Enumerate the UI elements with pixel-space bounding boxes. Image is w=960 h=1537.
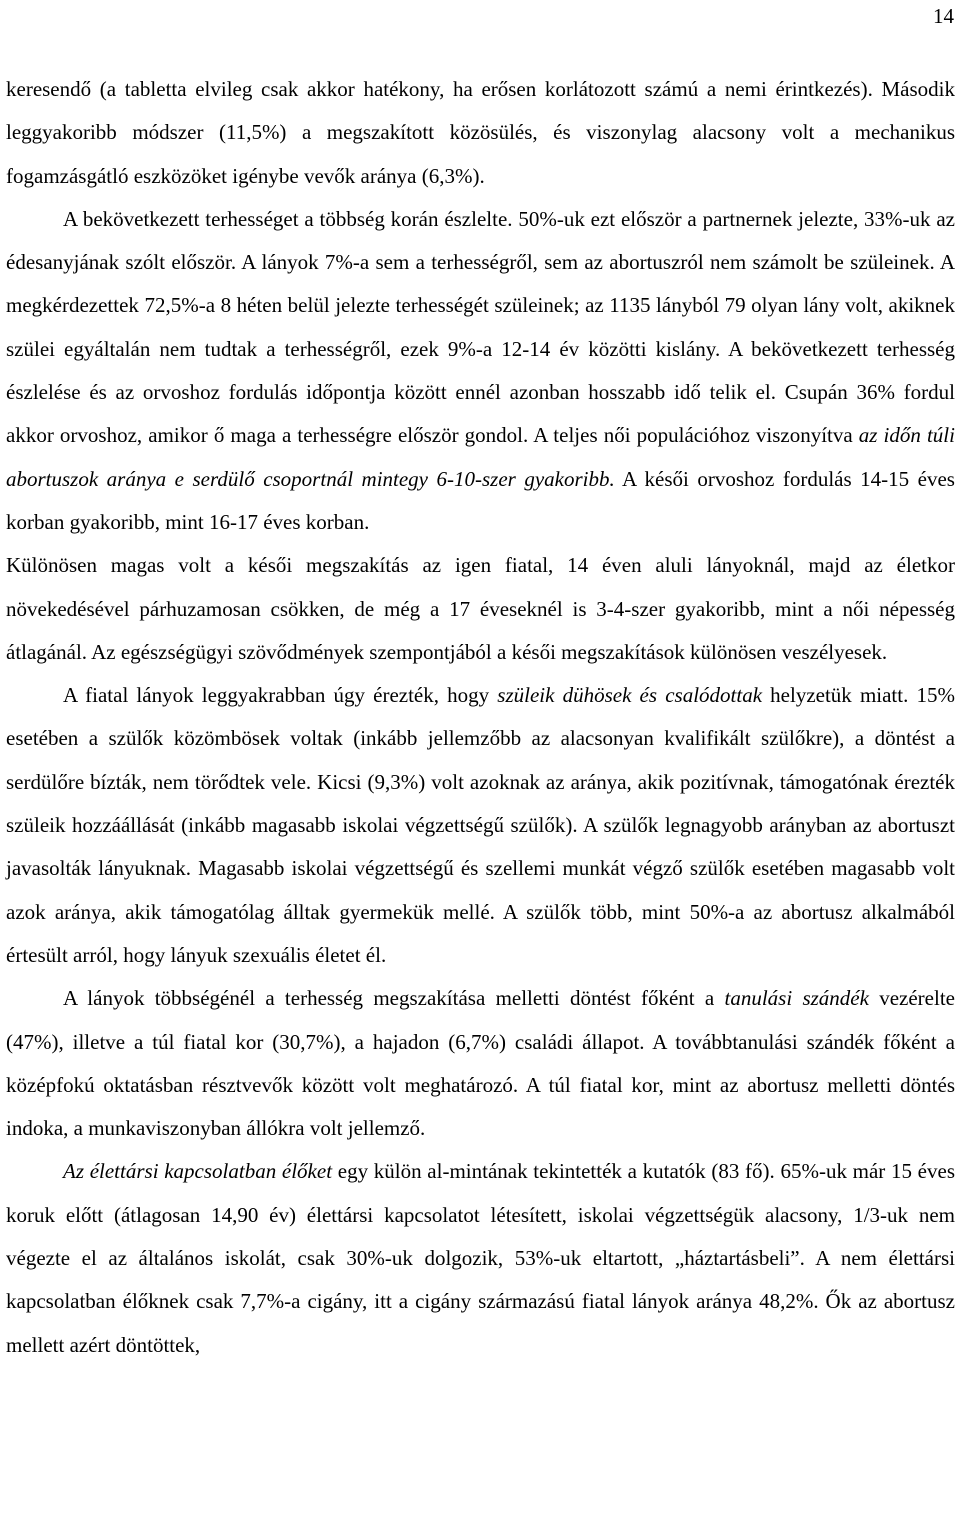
paragraph-1 [6,68,955,198]
text-run: vezérelte (47%), illetve a túl fiatal kor (30,7%), a hajadon (6,7%) családi állapot. A továbbtanulási szándék főként a középfokú oktatásban résztvevők között volt meghatározó. A túl fiatal kor, mint az abortusz melletti döntés indoka, a munkaviszonyban állókra volt jellemző. [6,986,955,1141]
text-run: A bekövetkezett terhességet a többség korán észlelte. 50%-uk ezt először a partnernek jelezte, 33%-uk az édesanyjának szólt először. A lányok 7%-a sem a terhességről, sem az abortuszról nem számolt be szüleinek. A megkérdezettek 72,5%-a 8 héten belül jelezte terhességét szüleinek; az 1135 lányból 79 olyan lány volt, akiknek szülei egyáltalán nem tudtak a terhességről, ezek 9%-a 12-14 év közötti kislány. A bekövetkezett terhesség észlelése és az orvoshoz fordulás időpontja között ennél azonban hosszabb idő telik el. Csupán 36% fordul akkor orvoshoz, amikor ő maga a terhességre először gondol. A teljes női populációhoz viszonyítva [6,206,955,448]
italic-text-run: tanulási szándék [724,986,869,1011]
paragraph-5 [6,977,955,1150]
text-run: A fiatal lányok leggyakrabban úgy érezték, hogy [63,683,498,708]
paragraph-6 [6,1150,955,1366]
text-run: helyzetük miatt. 15% esetében a szülők közömbösek voltak (inkább jellemzőbb az alacsonyan kvalifikált szülőkre), a döntést a serdülőre bízták, nem törődtek vele. Kicsi (9,3%) volt azoknak az aránya, akik pozitívnak, támogatónak érezték szüleik hozzáállását (inkább magasabb iskolai végzettségű szülők). A szülők legnagyobb arányban az abortuszt javasolták lányuknak. Magasabb iskolai végzettségű és szellemi munkát végző szülők esetében magasabb volt azok aránya, akik támogatólag álltak gyermekük mellé. A szülők több, mint 50%-a az abortusz alkalmából értesült arról, hogy lányuk szexuális életet él. [6,683,955,967]
paragraph-4 [6,674,955,977]
italic-text-run: Az élettársi kapcsolatban élőket [63,1159,333,1184]
text-run: A lányok többségénél a terhesség megszakítása melletti döntést főként a [63,986,725,1011]
page-body [6,68,955,1367]
page-number: 14 [933,4,954,28]
text-run: Különösen magas volt a késői megszakítás az igen fiatal, 14 éven aluli lányoknál, majd az életkor növekedésével párhuzamosan csökken, de még a 17 éveseknél is 3-4-szer gyakoribb, mint a női népesség átlagánál. Az egészségügyi szövődmények szempontjából a késői megszakítások különösen veszélyesek. [6,553,955,664]
text-run: keresendő (a tabletta elvileg csak akkor hatékony, ha erősen korlátozott számú a nemi érintkezés). Második leggyakoribb módszer (11,5%) a megszakított közösülés, és viszonylag alacsony volt a mechanikus fogamzásgátló eszközöket igénybe vevők aránya (6,3%). [6,77,955,188]
paragraph-3 [6,544,955,674]
text-run: A késői orvoshoz fordulás 14-15 éves korban gyakoribb, mint 16-17 éves korban. [6,466,955,534]
italic-text-run: szüleik dühösek és csalódottak [497,683,763,708]
paragraph-2 [6,198,955,544]
italic-text-run: az időn túli abortuszok aránya e serdülő csoportnál mintegy 6-10-szer gyakoribb. [6,423,955,491]
text-run: egy külön al-mintának tekintették a kutatók (83 fő). 65%-uk már 15 éves koruk előtt (átlagosan 14,90 év) élettársi kapcsolatot létesített, iskolai végzettségük alacsony, 1/3-uk nem végezte el az általános iskolát, csak 30%-uk dolgozik, 53%-uk eltartott, „háztartásbeli”. A nem élettársi kapcsolatban élőknek csak 7,7%-a cigány, itt a cigány származású fiatal lányok aránya 48,2%. Ők az abortusz mellett azért döntöttek, [6,1159,955,1357]
